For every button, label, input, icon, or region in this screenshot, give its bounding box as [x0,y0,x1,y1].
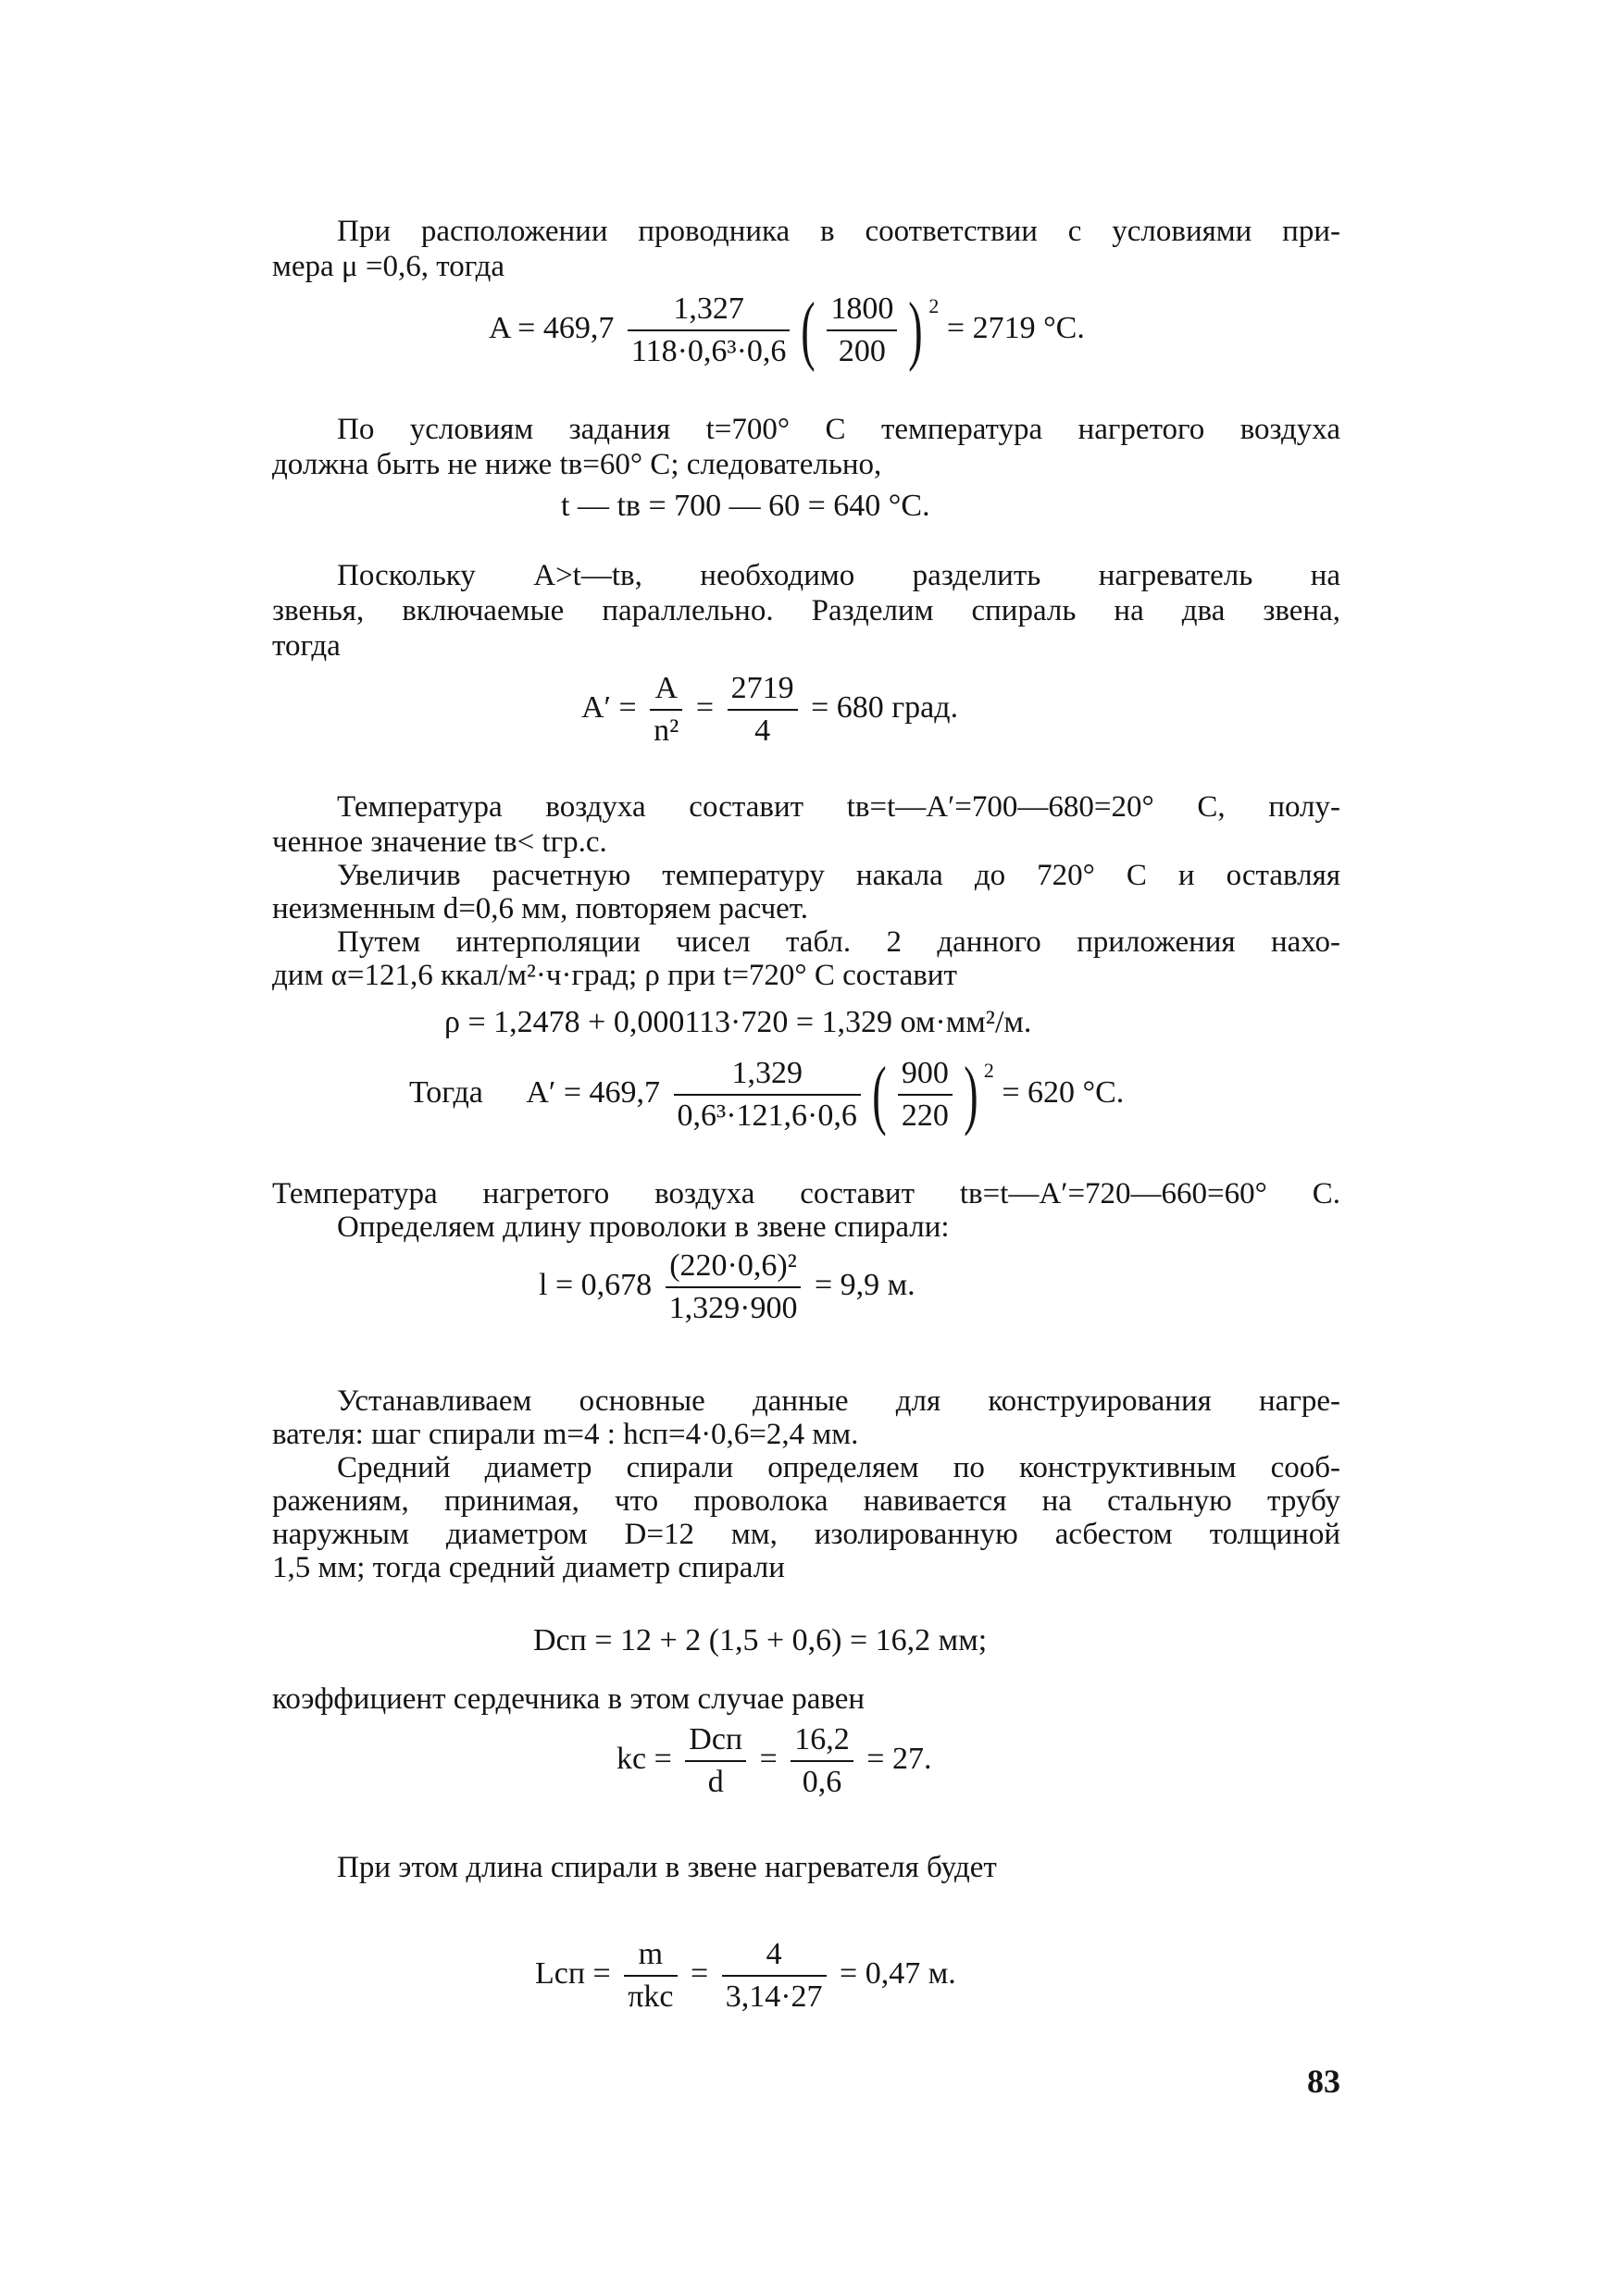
equation-5-numerator: 1,329 [731,1056,803,1090]
paragraph-1-line-2: мера μ =0,6, тогда [272,250,505,283]
equation-8 [616,1719,931,1803]
paragraph-6-line-2: дим α=121,6 ккал/м²·ч·град; ρ при t=720° C составит [272,959,957,992]
equation-3-result: = 680 град. [811,689,959,725]
equation-9-result: = 0,47 м. [840,1955,956,1991]
paragraph-6-line-1: Путем интерполяции чисел табл. 2 данного приложения нахо- [337,925,1340,959]
equation-1-paren-numerator: 1800 [830,292,894,326]
equation-6-lhs: l = 0,678 [539,1267,653,1302]
equation-6-numerator: (220·0,6)² [669,1248,797,1283]
equation-8-denominator-2: 0,6 [791,1760,853,1803]
paragraph-3-line-1: Поскольку A>t—tв, необходимо разделить нагреватель на [337,559,1340,592]
equation-9 [535,1934,956,2017]
equation-8-lhs: kc = [616,1741,672,1776]
equation-6-result: = 9,9 м. [814,1267,915,1302]
equation-5-power: 2 [983,1059,994,1083]
equation-3-lhs: A′ = [581,689,637,725]
equation-9-equals: = [691,1955,709,1991]
paragraph-3-line-3: тогда [272,629,341,663]
equation-6 [539,1246,915,1329]
right-paren: ) [908,287,924,373]
paragraph-7-line-1: Температура нагретого воздуха составит tв=t—A′=720—660=60° C. [272,1177,1340,1210]
equation-3-numerator-2: 2719 [730,671,794,705]
equation-9-numerator-1: m [638,1937,664,1971]
equation-8-numerator-1: Dсп [689,1722,743,1756]
paragraph-2-line-1: По условиям задания t=700° C температура нагретого воздуха [337,413,1340,446]
equation-5-lhs: A′ = 469,7 [526,1074,661,1110]
paragraph-9-line-4: 1,5 мм; тогда средний диаметр спирали [272,1551,785,1584]
equation-1-fraction [628,289,791,372]
paragraph-3-line-2: звенья, включаемые параллельно. Разделим спираль на два звена, [272,594,1340,627]
paragraph-4-line-2: ченное значение tв< tгр.с. [272,825,607,859]
paragraph-11: При этом длина спирали в звене нагревателя будет [337,1851,997,1884]
equation-1-numerator: 1,327 [673,292,744,326]
equation-3-denominator-2: 4 [728,709,798,751]
equation-8-fraction-2 [791,1719,853,1803]
equation-3-fraction-2 [728,668,798,751]
paragraph-5-line-2: неизменным d=0,6 мм, повторяем расчет. [272,892,808,925]
left-paren: ( [872,1051,887,1137]
paragraph-10: коэффициент сердечника в этом случае равен [272,1682,866,1716]
equation-9-fraction-2 [722,1934,827,2017]
equation-9-denominator-1: πkc [624,1975,677,2017]
paragraph-7-line-2: Определяем длину проволоки в звене спирали: [337,1210,950,1244]
equation-3-numerator-1: A [654,671,679,705]
equation-8-denominator-1: d [685,1760,746,1803]
equation-8-equals: = [759,1741,778,1776]
equation-5-fraction [674,1053,861,1136]
equation-9-numerator-2: 4 [766,1937,782,1971]
equation-3 [581,668,958,751]
equation-1-result: = 2719 °C. [946,310,1085,345]
paragraph-1-line-1: При расположении проводника в соответствии с условиями при- [337,215,1340,248]
paragraph-9-line-3: наружным диаметром D=12 мм, изолированную асбестом толщиной [272,1518,1340,1551]
equation-5-paren-numerator: 900 [901,1056,949,1090]
equation-9-fraction-1 [624,1934,677,2017]
paragraph-9-line-1: Средний диаметр спирали определяем по конструктивным сооб- [337,1451,1340,1484]
equation-3-equals: = [695,689,715,725]
equation-1-lhs: A = 469,7 [489,310,615,345]
right-paren: ) [964,1051,978,1137]
paragraph-4-line-1: Температура воздуха составит tв=t—A′=700—680=20° C, полу- [337,790,1340,824]
paragraph-8-line-2: вателя: шаг спирали m=4 : hсп=4·0,6=2,4 мм. [272,1418,859,1451]
paragraph-5-line-1: Увеличив расчетную температуру накала до 720° C и оставляя [337,859,1340,892]
equation-1-denominator: 118·0,6³·0,6 [628,329,791,372]
equation-8-result: = 27. [866,1741,932,1776]
equation-5-paren-denominator: 220 [898,1094,953,1136]
equation-9-lhs: Lсп = [535,1955,611,1991]
equation-8-numerator-2: 16,2 [794,1722,850,1756]
equation-3-fraction-1 [650,668,682,751]
page-number: 83 [1307,2063,1340,2100]
equation-5-paren-fraction [898,1053,953,1136]
equation-2: t — tв = 700 — 60 = 640 °C. [561,489,930,523]
equation-5 [409,1053,1124,1136]
equation-6-denominator: 1,329·900 [666,1286,802,1329]
equation-7: Dсп = 12 + 2 (1,5 + 0,6) = 16,2 мм; [533,1623,988,1657]
equation-1-power: 2 [928,294,940,318]
equation-1-paren-denominator: 200 [827,329,897,372]
equation-3-denominator-1: n² [650,709,682,751]
equation-5-prefix: Тогда [409,1074,483,1110]
left-paren: ( [801,287,816,373]
equation-1-paren-fraction [827,289,897,372]
equation-5-denominator: 0,6³·121,6·0,6 [674,1094,861,1136]
equation-1 [489,289,1085,372]
equation-6-fraction [666,1246,802,1329]
paragraph-2-line-2: должна быть не ниже tв=60° C; следовательно, [272,448,882,481]
equation-4: ρ = 1,2478 + 0,000113·720 = 1,329 ом·мм²/м. [444,1005,1032,1039]
paragraph-8-line-1: Устанавливаем основные данные для конструирования нагре- [337,1384,1340,1418]
paragraph-9-line-2: ражениям, принимая, что проволока навивается на стальную трубу [272,1484,1340,1518]
equation-5-result: = 620 °C. [1002,1074,1125,1110]
equation-9-denominator-2: 3,14·27 [722,1975,827,2017]
equation-8-fraction-1 [685,1719,746,1803]
